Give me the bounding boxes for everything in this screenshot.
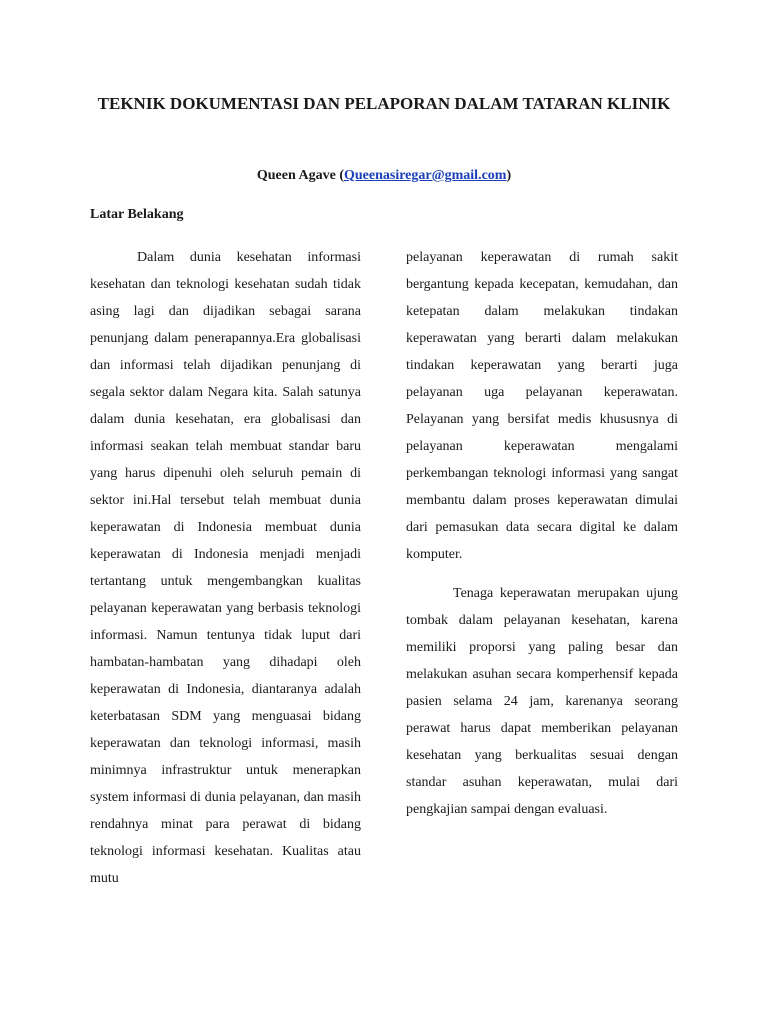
author-open-paren: ( <box>339 168 344 183</box>
right-paragraph-1: pelayanan keperawatan di rumah sakit bergantung kepada kecepatan, kemudahan, dan ketepatan dalam melakukan tindakan keperawatan yang berarti dalam melakukan tindakan keperawatan yang berarti juga pelayanan uga pelayanan keperawatan. Pelayanan yang bersifat medis khususnya di pelayanan keperawatan mengalami perkembangan teknologi informasi yang sangat membantu dalam proses keperawatan dimulai dari pemasukan data secara digital ke dalam komputer. <box>406 250 678 562</box>
document-title: TEKNIK DOKUMENTASI DAN PELAPORAN DALAM TATARAN KLINIK <box>97 94 671 113</box>
author-line <box>80 168 688 184</box>
right-column <box>406 244 678 823</box>
right-paragraph-2: Tenaga keperawatan merupakan ujung tombak dalam pelayanan kesehatan, karena memiliki proporsi yang paling besar dan melakukan asuhan secara komperhensif kepada pasien selama 24 jam, karenanya seorang perawat harus dapat memberikan pelayanan kesehatan yang berkualitas sesuai dengan standar asuhan keperawatan, mulai dari pengkajian sampai dengan evaluasi. <box>406 586 678 817</box>
left-paragraph-1: Dalam dunia kesehatan informasi kesehatan dan teknologi kesehatan sudah tidak asing lagi dan dijadikan sebagai sarana penunjang dalam penerapannya.Era globalisasi dan informasi telah dijadikan penunjang di segala sektor dalam Negara kita. Salah satunya dalam dunia kesehatan, era globalisasi dan informasi seakan telah membuat standar baru yang harus dipenuhi oleh seluruh pemain di sektor ini.Hal tersebut telah membuat dunia keperawatan di Indonesia membuat dunia keperawatan di Indonesia menjadi menjadi tertantang untuk mengembangkan kualitas pelayanan keperawatan yang berbasis teknologi informasi. Namun tentunya tidak luput dari hambatan-hambatan yang dihadapi oleh keperawatan di Indonesia, diantaranya adalah keterbatasan SDM yang menguasai bidang keperawatan dan teknologi informasi, masih minimnya infrastruktur untuk menerapkan system informasi di dunia pelayanan, dan masih rendahnya minat para perawat di bidang teknologi informasi kesehatan. Kualitas atau mutu <box>90 250 361 886</box>
author-name: Queen Agave <box>256 168 336 183</box>
section-heading: Latar Belakang <box>90 207 184 222</box>
left-column <box>90 244 361 892</box>
author-close-paren: ) <box>506 168 512 183</box>
author-email-link[interactable]: Queenasiregar@gmail.com <box>343 168 507 183</box>
